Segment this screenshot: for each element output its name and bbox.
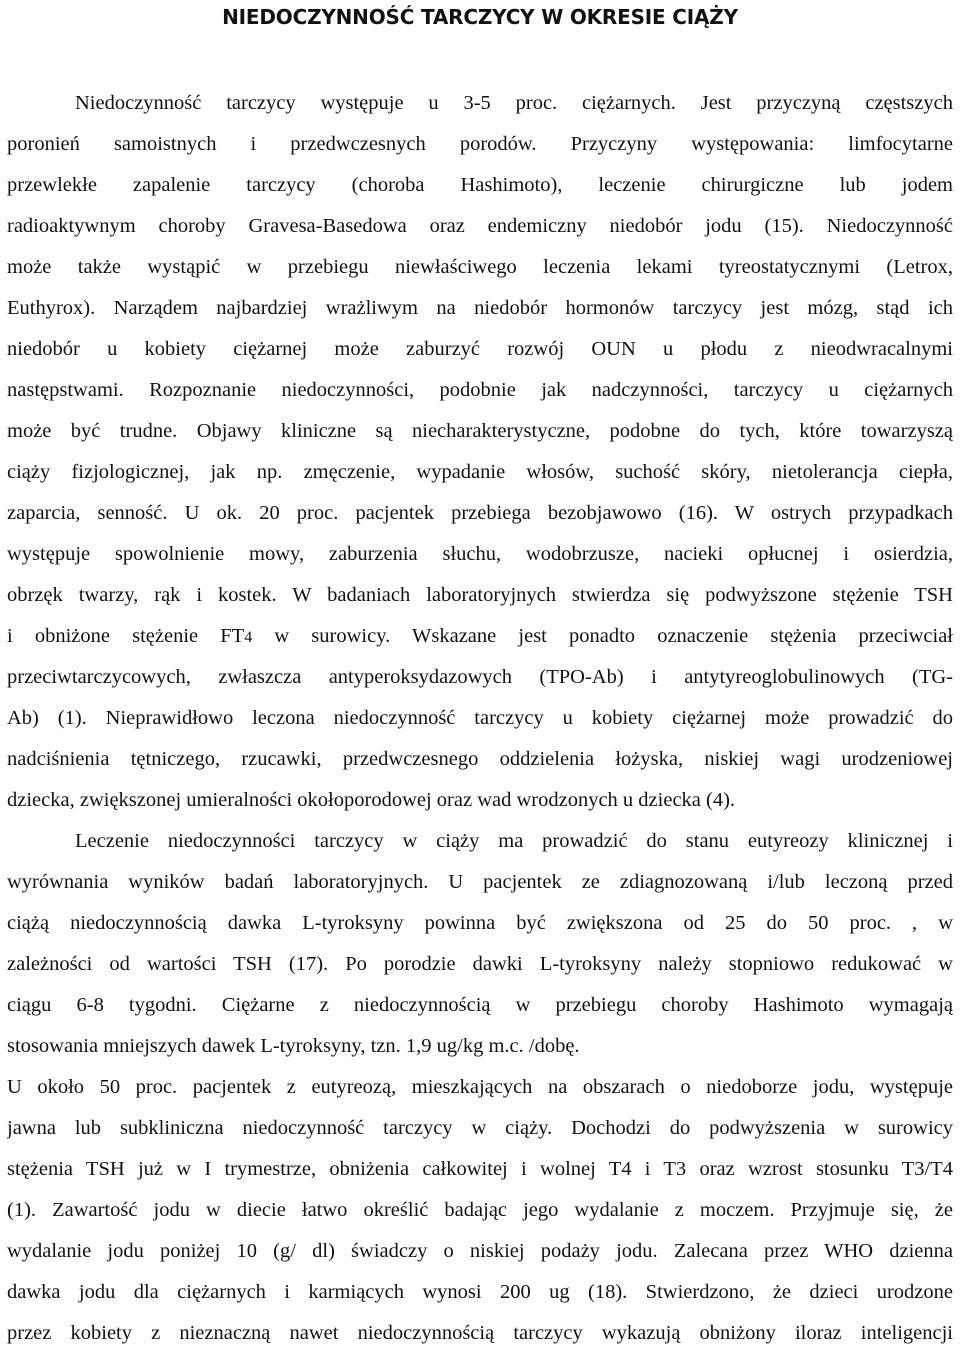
body-line: następstwami. Rozpoznanie niedoczynności, podobnie jak nadczynności, tarczycy u ciężarnych <box>7 379 953 401</box>
body-line: U około 50 proc. pacjentek z eutyreozą, mieszkających na obszarach o niedoborze jodu, występuje <box>7 1076 953 1098</box>
body-line: radioaktywnym choroby Gravesa-Basedowa oraz endemiczny niedobór jodu (15). Niedoczynność <box>7 215 953 237</box>
body-line: Euthyrox). Narządem najbardziej wrażliwym na niedobór hormonów tarczycy jest mózg, stąd ich <box>7 297 953 319</box>
body-line: przewlekłe zapalenie tarczycy (choroba Hashimoto), leczenie chirurgiczne lub jodem <box>7 174 953 196</box>
body-line: wyrównania wyników badań laboratoryjnych. U pacjentek ze zdiagnozowaną i/lub leczoną przed <box>7 871 953 893</box>
body-line: Leczenie niedoczynności tarczycy w ciąży ma prowadzić do stanu eutyreozy klinicznej i <box>75 830 953 852</box>
ft4-text-pre: i obniżone stężenie FT <box>7 625 245 647</box>
body-line: przez kobiety z nieznaczną nawet niedoczynnością tarczycy wykazują obniżony iloraz inteligencji <box>7 1322 953 1344</box>
body-line: może być trudne. Objawy kliniczne są niecharakterystyczne, podobne do tych, które towarzyszą <box>7 420 953 442</box>
body-line: stężenia TSH już w I trymestrze, obniżenia całkowitej i wolnej T4 i T3 oraz wzrost stosunku T3/T4 <box>7 1158 953 1180</box>
body-line: (1). Zawartość jodu w diecie łatwo określić badając jego wydalanie z moczem. Przyjmuje się, że <box>7 1199 953 1221</box>
body-line: dawka jodu dla ciężarnych i karmiących wynosi 200 ug (18). Stwierdzono, że dzieci urodzone <box>7 1281 953 1303</box>
ft4-text-post: w surowicy. Wskazane jest ponadto oznaczenie stężenia przeciwciał <box>252 625 953 647</box>
body-line: Ab) (1). Nieprawidłowo leczona niedoczynność tarczycy u kobiety ciężarnej może prowadzić do <box>7 707 953 729</box>
body-line: ciążą niedoczynnością dawka L-tyroksyny powinna być zwiększona od 25 do 50 proc. , w <box>7 912 953 934</box>
document-title: NIEDOCZYNNOŚĆ TARCZYCY W OKRESIE CIĄŻY <box>222 5 738 29</box>
body-line: dziecka, zwiększonej umieralności okołoporodowej oraz wad wrodzonych u dziecka (4). <box>7 789 736 811</box>
body-line: obrzęk twarzy, rąk i kostek. W badaniach laboratoryjnych stwierdza się podwyższone stężenie TSH <box>7 584 953 606</box>
body-line: może także wystąpić w przebiegu niewłaściwego leczenia lekami tyreostatycznymi (Letrox, <box>7 256 953 278</box>
body-line: niedobór u kobiety ciężarnej może zaburzyć rozwój OUN u płodu z nieodwracalnymi <box>7 338 953 360</box>
body-line: ciągu 6-8 tygodni. Ciężarne z niedoczynnością w przebiegu choroby Hashimoto wymagają <box>7 994 953 1016</box>
body-line: wydalanie jodu poniżej 10 (g/ dl) świadczy o niskiej podaży jodu. Zalecana przez WHO dzienna <box>7 1240 953 1262</box>
body-line-ft4 <box>7 621 953 651</box>
body-line: poronień samoistnych i przedwczesnych porodów. Przyczyny występowania: limfocytarne <box>7 133 953 155</box>
body-line: zależności od wartości TSH (17). Po porodzie dawki L-tyroksyny należy stopniowo redukować w <box>7 953 953 975</box>
body-line: jawna lub subkliniczna niedoczynność tarczycy w ciąży. Dochodzi do podwyższenia w surowicy <box>7 1117 953 1139</box>
ft4-subscript: 4 <box>244 629 253 646</box>
body-line: zaparcia, senność. U ok. 20 proc. pacjentek przebiega bezobjawowo (16). W ostrych przypadkach <box>7 502 953 524</box>
body-line: Niedoczynność tarczycy występuje u 3-5 proc. ciężarnych. Jest przyczyną częstszych <box>75 92 953 114</box>
body-line: nadciśnienia tętniczego, rzucawki, przedwczesnego oddzielenia łożyska, niskiej wagi urodzeniowej <box>7 748 953 770</box>
body-line: przeciwtarczycowych, zwłaszcza antyperoksydazowych (TPO-Ab) i antytyreoglobulinowych (TG- <box>7 666 953 688</box>
body-line: występuje spowolnienie mowy, zaburzenia słuchu, wodobrzusze, nacieki opłucnej i osierdzia, <box>7 543 953 565</box>
body-line: stosowania mniejszych dawek L-tyroksyny, tzn. 1,9 ug/kg m.c. /dobę. <box>7 1035 580 1057</box>
body-line: ciąży fizjologicznej, jak np. zmęczenie, wypadanie włosów, suchość skóry, nietolerancja ciepła, <box>7 461 953 483</box>
